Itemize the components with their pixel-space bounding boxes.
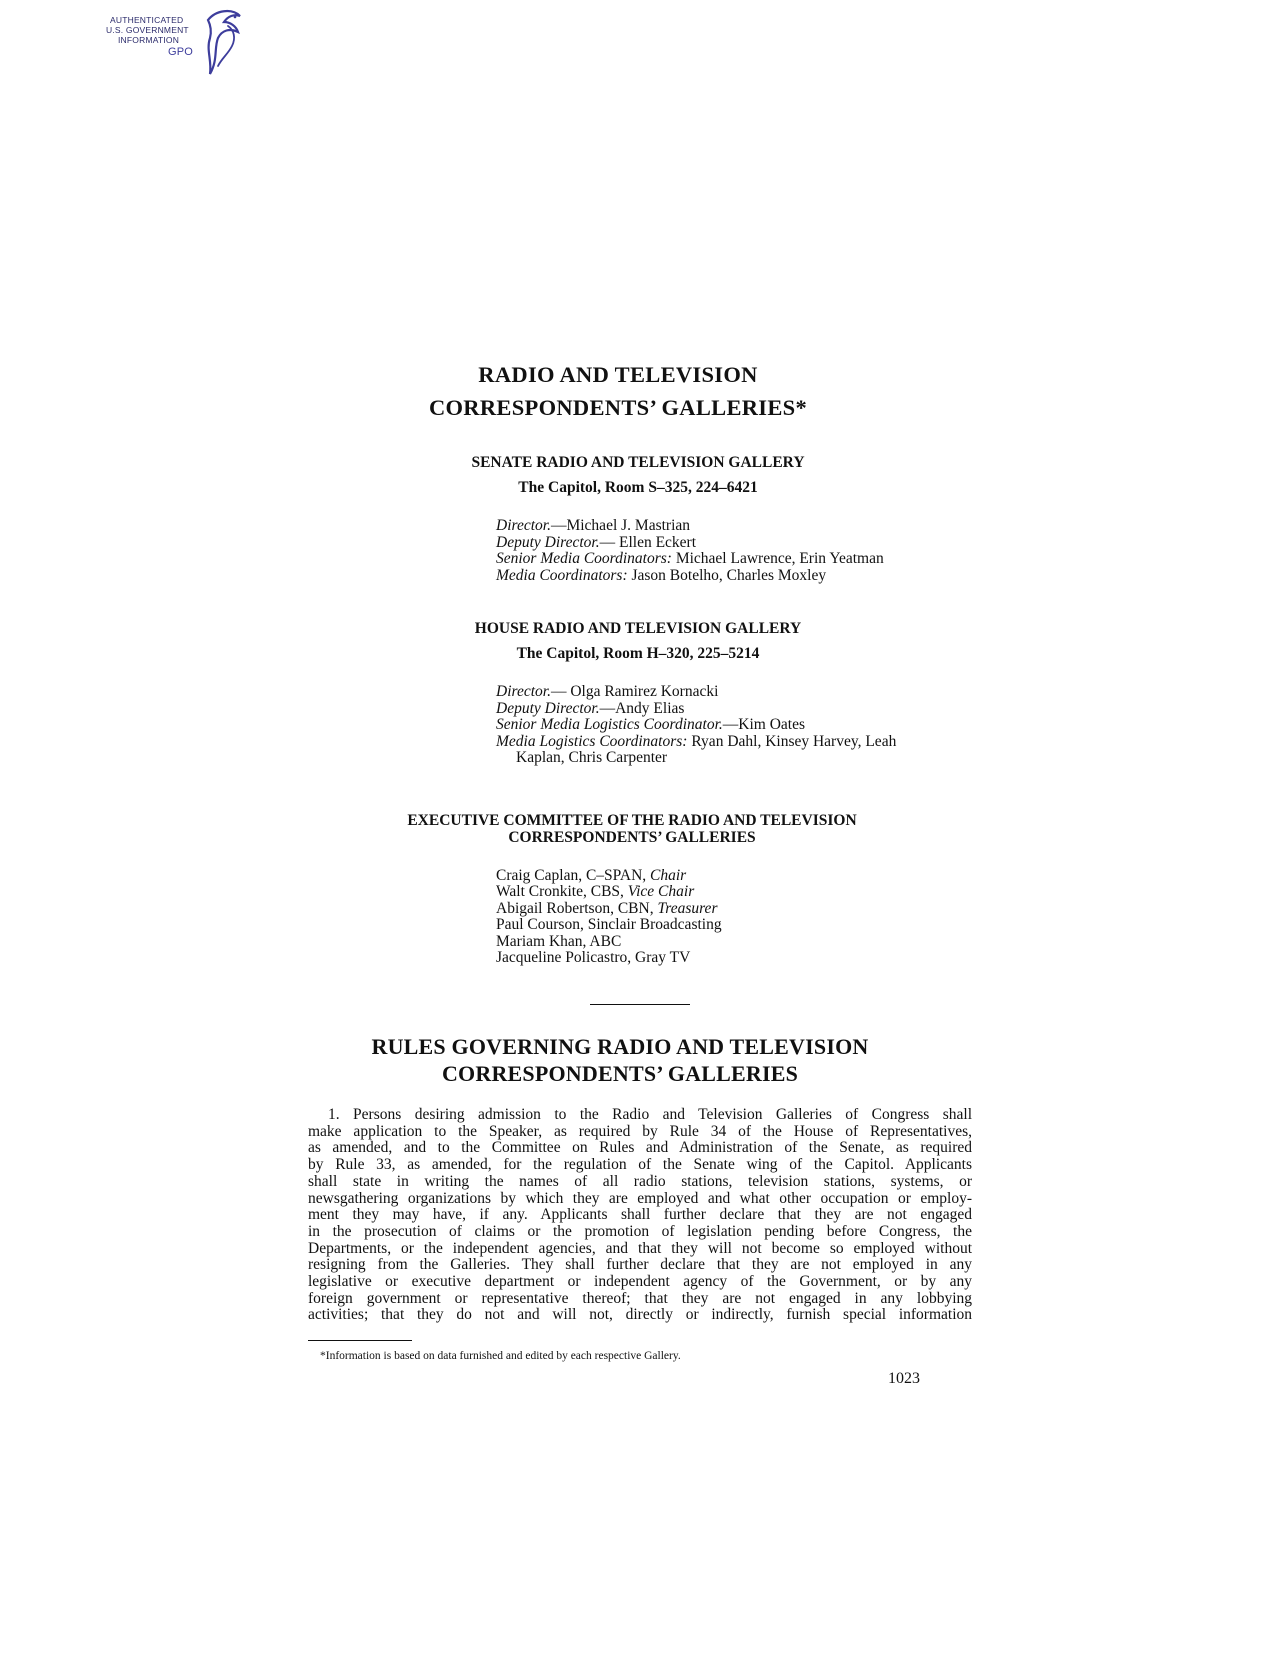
staff-row (496, 535, 884, 552)
member-text: Abigail Robertson, CBN, (496, 899, 658, 917)
footnote: *Information is based on data furnished and edited by each respective Gallery. (320, 1350, 681, 1362)
senate-staff-list (496, 518, 884, 584)
senate-gallery-heading: SENATE RADIO AND TELEVISION GALLERY (471, 454, 805, 471)
staff-separator: — (599, 699, 616, 717)
staff-row (496, 518, 884, 535)
house-staff-list (496, 684, 896, 767)
executive-heading-line-1: EXECUTIVE COMMITTEE OF THE RADIO AND TELEVISION (407, 812, 857, 829)
staff-names: Jason Botelho, Charles Moxley (631, 566, 827, 584)
paragraph-line: activities; that they do not and will not, directly or indirectly, furnish special information (308, 1306, 972, 1324)
staff-role: Senior Media Logistics Coordinator. (496, 716, 723, 733)
paragraph-line: shall state in writing the names of all radio stations, television stations, systems, or (308, 1172, 972, 1190)
house-gallery-heading: HOUSE RADIO AND TELEVISION GALLERY (474, 620, 802, 637)
paragraph-line: make application to the Speaker, as required by Rule 34 of the House of Representatives, (308, 1122, 972, 1140)
staff-names: Ellen Eckert (618, 533, 697, 551)
staff-role: Director. (496, 683, 551, 700)
member-text: Craig Caplan, C–SPAN, (496, 867, 651, 884)
staff-names: Olga Ramirez Kornacki (570, 683, 719, 700)
staff-role: Media Logistics Coordinators: (496, 732, 688, 750)
staff-role: Senior Media Coordinators: (496, 550, 672, 567)
senate-gallery-location: The Capitol, Room S–325, 224–6421 (518, 479, 758, 496)
staff-separator: — (599, 533, 619, 551)
rules-heading (0, 1033, 1260, 1087)
member-text: Mariam Khan, ABC (496, 932, 622, 950)
staff-row (496, 701, 896, 718)
staff-row (496, 734, 896, 751)
section-divider (590, 1004, 690, 1005)
seal-text-government: U.S. GOVERNMENT (106, 25, 189, 35)
executive-heading-line-2: CORRESPONDENTS’ GALLERIES (508, 829, 756, 846)
staff-row-continuation: Kaplan, Chris Carpenter (516, 749, 668, 766)
staff-role: Media Coordinators: (496, 566, 628, 584)
member-row (496, 950, 722, 966)
rules-heading-line-1: RULES GOVERNING RADIO AND TELEVISION (371, 1034, 869, 1059)
member-text: Jacqueline Policastro, Gray TV (496, 949, 691, 967)
staff-separator: — (550, 517, 567, 534)
seal-text-gpo: GPO (168, 46, 194, 58)
page-title-line-2: CORRESPONDENTS’ GALLERIES* (428, 395, 808, 420)
staff-role: Deputy Director. (496, 699, 600, 717)
executive-committee-heading (0, 812, 1272, 846)
staff-separator: — (722, 716, 739, 733)
paragraph-line: Departments, or the independent agencies, and that they will not become so employed without (308, 1239, 972, 1257)
eagle-icon (188, 8, 248, 78)
page-title-line-1: RADIO AND TELEVISION (478, 362, 758, 387)
member-row (496, 901, 722, 917)
staff-names: Michael Lawrence, Erin Yeatman (675, 550, 884, 567)
staff-role: Director. (496, 517, 551, 534)
staff-row (496, 568, 884, 585)
staff-row (496, 717, 896, 734)
member-text: Paul Courson, Sinclair Broadcasting (496, 916, 722, 934)
paragraph-line: ment they may have, if any. Applicants shall further declare that they are not engaged (308, 1206, 972, 1224)
paragraph-line: resigning from the Galleries. They shall further declare that they are not employed in any (308, 1256, 972, 1274)
staff-row (496, 684, 896, 701)
member-title: Treasurer (657, 899, 718, 917)
paragraph-line: foreign government or representative thereof; that they are not engaged in any lobbying (308, 1289, 972, 1307)
member-row (496, 884, 722, 900)
executive-members-list (496, 868, 722, 966)
paragraph-line: in the prosecution of claims or the promotion of legislation pending before Congress, the (308, 1222, 972, 1240)
paragraph-line: 1. Persons desiring admission to the Radio and Television Galleries of Congress shall (328, 1106, 972, 1123)
seal-text-authenticated: AUTHENTICATED (110, 15, 184, 25)
staff-names: Kim Oates (738, 716, 806, 733)
staff-row (496, 551, 884, 568)
page-number: 1023 (888, 1370, 920, 1387)
house-gallery-location: The Capitol, Room H–320, 225–5214 (516, 645, 760, 662)
staff-separator: — (550, 683, 571, 700)
member-row (496, 934, 722, 950)
paragraph-line: by Rule 33, as amended, for the regulation of the Senate wing of the Capitol. Applicants (308, 1156, 972, 1174)
paragraph-line: legislative or executive department or independent agency of the Government, or by any (308, 1273, 972, 1291)
staff-names: Andy Elias (615, 699, 685, 717)
footnote-rule (308, 1340, 412, 1341)
member-row (496, 868, 722, 884)
member-text: Walt Cronkite, CBS, (496, 883, 628, 901)
member-title: Vice Chair (627, 883, 695, 901)
paragraph-line: as amended, and to the Committee on Rules and Administration of the Senate, as required (308, 1139, 972, 1157)
rules-heading-line-2: CORRESPONDENTS’ GALLERIES (441, 1061, 799, 1086)
member-title: Chair (650, 867, 687, 884)
staff-names: Michael J. Mastrian (566, 517, 691, 534)
staff-role: Deputy Director. (496, 533, 600, 551)
seal-text-information: INFORMATION (118, 35, 180, 45)
rules-paragraph-1 (308, 1107, 972, 1324)
staff-names: Ryan Dahl, Kinsey Harvey, Leah (691, 732, 897, 750)
gpo-authentication-seal (104, 8, 244, 78)
member-row (496, 917, 722, 933)
paragraph-line: newsgathering organizations by which they are employed and what other occupation or employ- (308, 1189, 972, 1207)
